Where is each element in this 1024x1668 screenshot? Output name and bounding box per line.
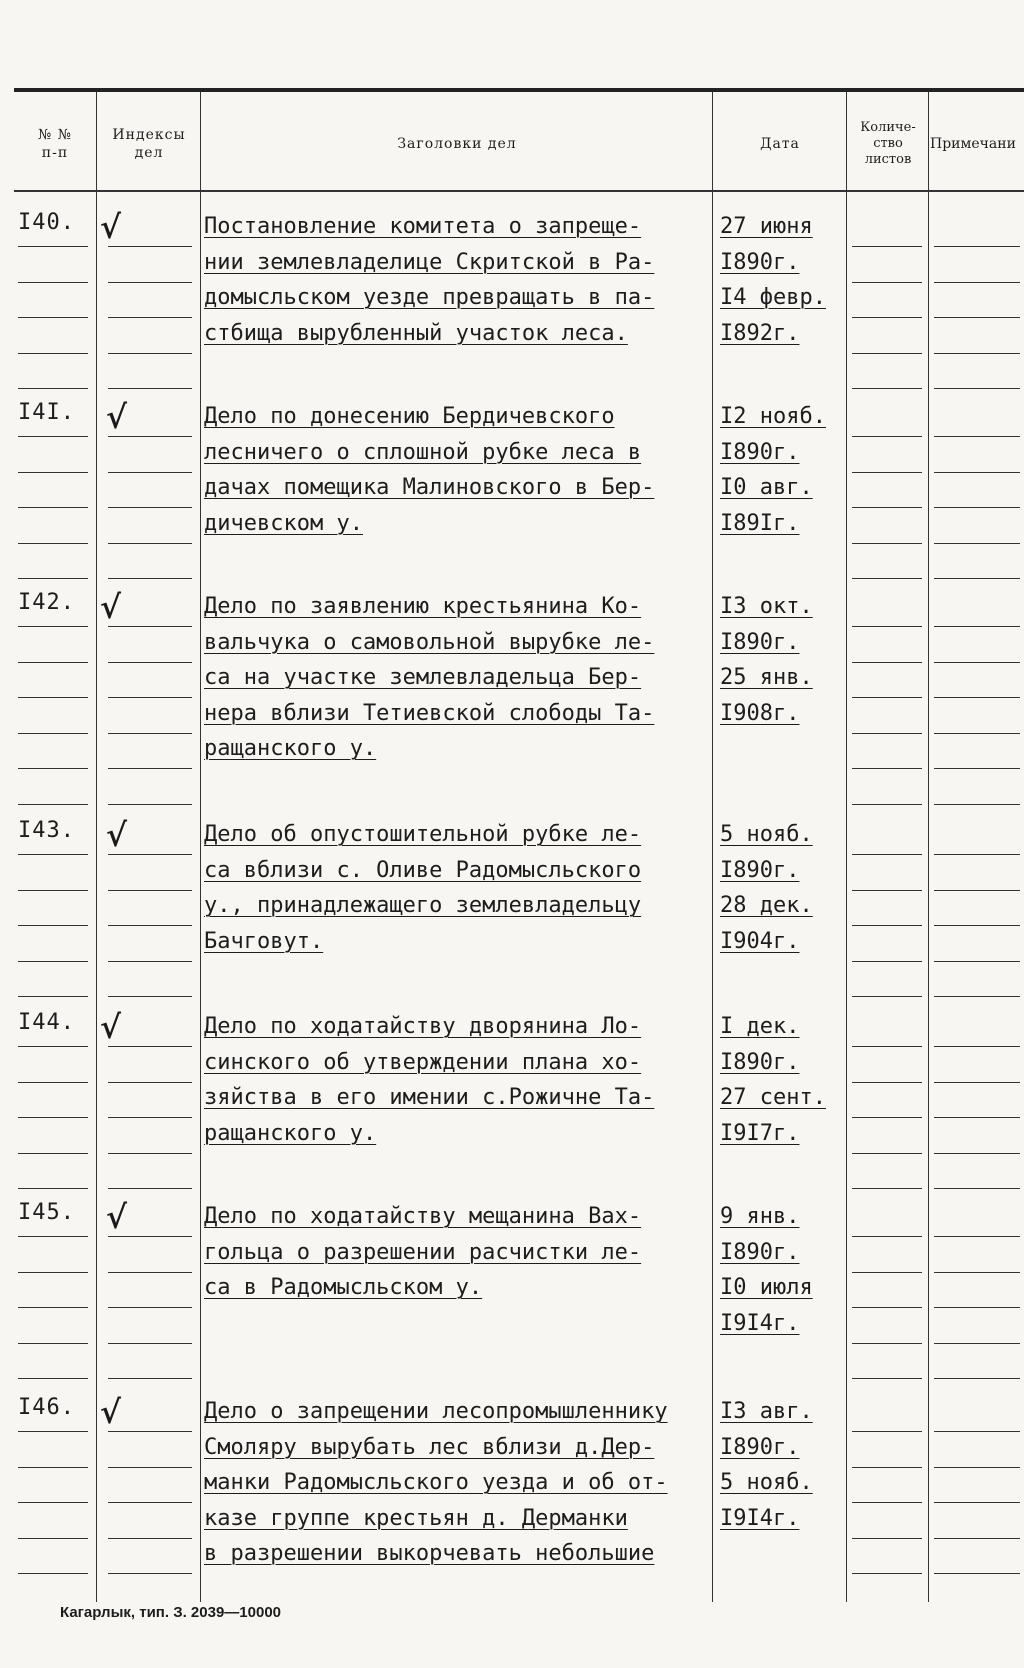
column-divider bbox=[712, 92, 713, 1602]
entry-date-line: I3 авг. bbox=[720, 1399, 813, 1424]
entry-title-line: нера вблизи Тетиевской слободы Та- bbox=[204, 700, 655, 726]
ruled-line bbox=[934, 1046, 1020, 1047]
ruled-line bbox=[18, 1117, 88, 1118]
ruled-line bbox=[852, 578, 922, 579]
ruled-line bbox=[18, 854, 88, 855]
column-divider bbox=[846, 92, 847, 1602]
ruled-line bbox=[934, 662, 1020, 663]
ruled-line bbox=[18, 1431, 88, 1432]
ruled-line bbox=[18, 768, 88, 769]
entry-date-line: 5 нояб. bbox=[720, 1470, 813, 1495]
ruled-line bbox=[852, 317, 922, 318]
ruled-line bbox=[18, 317, 88, 318]
ruled-line bbox=[108, 282, 192, 283]
ruled-line bbox=[108, 626, 192, 627]
entry-date-line: I908г. bbox=[720, 700, 800, 726]
ruled-line bbox=[852, 961, 922, 962]
ruled-line bbox=[852, 1082, 922, 1083]
entry-title-line: казе группе крестьян д. Дерманки bbox=[204, 1505, 628, 1531]
ruled-line bbox=[852, 662, 922, 663]
ruled-line bbox=[18, 697, 88, 698]
ruled-line bbox=[852, 1046, 922, 1047]
ruled-line bbox=[108, 925, 192, 926]
ruled-line bbox=[934, 1236, 1020, 1237]
ruled-line bbox=[108, 1307, 192, 1308]
entry-title-line: зяйства в его имении с.Рожичне Та- bbox=[204, 1085, 655, 1110]
entry-number: I44. bbox=[18, 1010, 75, 1035]
ruled-line bbox=[18, 804, 88, 805]
ruled-line bbox=[934, 890, 1020, 891]
entry-title-line: Дело по заявлению крестьянина Ко- bbox=[204, 594, 642, 619]
ruled-line bbox=[852, 436, 922, 437]
entry-title-line: Дело по донесению Бердичевского bbox=[204, 404, 615, 429]
entry-date-line: I0 авг. bbox=[720, 475, 813, 500]
entry-date-line: 9 янв. bbox=[720, 1204, 800, 1229]
entry-title-line: нии землевладелице Скритской в Ра- bbox=[204, 249, 655, 275]
entry-number: I42. bbox=[18, 590, 75, 615]
ruled-line bbox=[934, 1272, 1020, 1273]
ruled-line bbox=[18, 996, 88, 997]
ruled-line bbox=[18, 1188, 88, 1189]
ruled-line bbox=[934, 1343, 1020, 1344]
entry-title-line: гольца о разрешении расчистки ле- bbox=[204, 1239, 642, 1265]
entry-title-line: Дело о запрещении лесопромышленнику bbox=[204, 1399, 668, 1424]
entry-title-line: са на участке землевладельца Бер- bbox=[204, 665, 642, 690]
ruled-line bbox=[934, 388, 1020, 389]
entry-date-line: 27 июня bbox=[720, 214, 813, 239]
entry-date-line: 28 дек. bbox=[720, 893, 813, 918]
entry-title-line: Постановление комитета о запреще- bbox=[204, 214, 642, 239]
ruled-line bbox=[108, 854, 192, 855]
ruled-line bbox=[18, 1046, 88, 1047]
entry-title-line: вальчука о самовольной вырубке ле- bbox=[204, 629, 655, 655]
ruled-line bbox=[934, 626, 1020, 627]
ruled-line bbox=[18, 578, 88, 579]
entry-date-line: I890г. bbox=[720, 629, 800, 655]
ruled-line bbox=[108, 436, 192, 437]
ruled-line bbox=[852, 246, 922, 247]
ruled-line bbox=[18, 1378, 88, 1379]
ruled-line bbox=[108, 1046, 192, 1047]
ruled-line bbox=[108, 1236, 192, 1237]
ruled-line bbox=[852, 1467, 922, 1468]
entry-date-line: 27 сент. bbox=[720, 1085, 826, 1110]
entry-date-line: 5 нояб. bbox=[720, 822, 813, 847]
ruled-line bbox=[108, 353, 192, 354]
ruled-line bbox=[108, 733, 192, 734]
ruled-line bbox=[934, 1502, 1020, 1503]
ruled-line bbox=[852, 543, 922, 544]
ruled-line bbox=[852, 996, 922, 997]
ruled-line bbox=[108, 996, 192, 997]
ruled-line bbox=[934, 1467, 1020, 1468]
ruled-line bbox=[852, 626, 922, 627]
ruled-line bbox=[108, 1573, 192, 1574]
entry-date-line: I2 нояб. bbox=[720, 404, 826, 429]
entry-title-line: синского об утверждении плана хо- bbox=[204, 1049, 642, 1075]
check-mark-icon: √ bbox=[100, 1008, 122, 1046]
ruled-line bbox=[18, 1573, 88, 1574]
ruled-line bbox=[108, 662, 192, 663]
ruled-line bbox=[934, 1538, 1020, 1539]
ruled-line bbox=[18, 1236, 88, 1237]
ruled-line bbox=[852, 1502, 922, 1503]
header-sheets: Количе- ство листов bbox=[860, 120, 916, 167]
ruled-line bbox=[18, 925, 88, 926]
entry-date-line: I9I4г. bbox=[720, 1505, 800, 1531]
ruled-line bbox=[934, 246, 1020, 247]
ruled-line bbox=[108, 1343, 192, 1344]
ruled-line bbox=[108, 890, 192, 891]
ruled-line bbox=[934, 578, 1020, 579]
entry-number: I43. bbox=[18, 818, 75, 843]
ruled-line bbox=[18, 472, 88, 473]
entry-title-line: манки Радомысльского уезда и об от- bbox=[204, 1470, 668, 1495]
ruled-line bbox=[852, 1188, 922, 1189]
entry-date-line: I890г. bbox=[720, 1434, 800, 1460]
ruled-line bbox=[852, 697, 922, 698]
header-num: № № п-п bbox=[38, 127, 72, 161]
ruled-line bbox=[108, 246, 192, 247]
ruled-line bbox=[108, 1538, 192, 1539]
ruled-line bbox=[934, 961, 1020, 962]
entry-date-line: I890г. bbox=[720, 1049, 800, 1075]
entry-title-line: ращанского у. bbox=[204, 736, 377, 761]
ruled-line bbox=[852, 1538, 922, 1539]
ruled-line bbox=[852, 925, 922, 926]
ruled-line bbox=[934, 472, 1020, 473]
entry-date-line: I890г. bbox=[720, 249, 800, 275]
ruled-line bbox=[18, 246, 88, 247]
check-mark-icon: √ bbox=[100, 588, 122, 626]
ruled-line bbox=[934, 733, 1020, 734]
entry-title-line: Бачговут. bbox=[204, 928, 324, 954]
ruled-line bbox=[934, 1378, 1020, 1379]
entry-date-line: I3 окт. bbox=[720, 594, 813, 619]
ruled-line bbox=[934, 1573, 1020, 1574]
ruled-line bbox=[108, 1082, 192, 1083]
ruled-line bbox=[934, 436, 1020, 437]
ruled-line bbox=[108, 317, 192, 318]
ruled-line bbox=[18, 388, 88, 389]
entry-number: I45. bbox=[18, 1200, 75, 1225]
check-mark-icon: √ bbox=[106, 1198, 128, 1236]
entry-title-line: са вблизи с. Оливе Радомысльского bbox=[204, 857, 642, 883]
ruled-line bbox=[108, 1502, 192, 1503]
ruled-line bbox=[108, 543, 192, 544]
entry-date-line: I дек. bbox=[720, 1014, 800, 1039]
ruled-line bbox=[108, 388, 192, 389]
check-mark-icon: √ bbox=[100, 1393, 122, 1431]
ruled-line bbox=[934, 1153, 1020, 1154]
entry-title-line: дичевском у. bbox=[204, 510, 363, 536]
ruled-line bbox=[852, 854, 922, 855]
entry-title-line: Смоляру вырубать лес вблизи д.Дер- bbox=[204, 1434, 655, 1460]
ruled-line bbox=[852, 507, 922, 508]
entry-date-line: I9I4г. bbox=[720, 1310, 800, 1336]
ruled-line bbox=[18, 1538, 88, 1539]
ruled-line bbox=[934, 543, 1020, 544]
ruled-line bbox=[18, 626, 88, 627]
printer-imprint: Кагарлык, тип. З. 2039—10000 bbox=[60, 1604, 282, 1621]
entry-title-line: са в Радомысльском у. bbox=[204, 1275, 483, 1300]
ruled-line bbox=[852, 804, 922, 805]
ruled-line bbox=[934, 854, 1020, 855]
check-mark-icon: √ bbox=[100, 208, 122, 246]
ruled-line bbox=[852, 1117, 922, 1118]
ruled-line bbox=[18, 436, 88, 437]
ruled-line bbox=[18, 1467, 88, 1468]
ruled-line bbox=[108, 1467, 192, 1468]
entry-title-line: домысльском уезде превращать в па- bbox=[204, 285, 655, 310]
entry-date-line: I4 февр. bbox=[720, 285, 826, 310]
ruled-line bbox=[852, 353, 922, 354]
ruled-line bbox=[934, 1082, 1020, 1083]
entry-date-line: I890г. bbox=[720, 1239, 800, 1265]
ruled-line bbox=[934, 768, 1020, 769]
entry-date-line: I89Iг. bbox=[720, 510, 800, 536]
ruled-line bbox=[934, 353, 1020, 354]
ruled-line bbox=[108, 804, 192, 805]
ruled-line bbox=[934, 697, 1020, 698]
entry-date-line: I892г. bbox=[720, 320, 800, 346]
entry-date-line: I0 июля bbox=[720, 1275, 813, 1300]
column-divider bbox=[200, 92, 201, 1602]
ruled-line bbox=[18, 1307, 88, 1308]
check-mark-icon: √ bbox=[106, 816, 128, 854]
ruled-line bbox=[108, 1272, 192, 1273]
ruled-line bbox=[108, 697, 192, 698]
header-date: Дата bbox=[760, 136, 800, 152]
check-mark-icon: √ bbox=[106, 398, 128, 436]
ruled-line bbox=[18, 890, 88, 891]
entry-title-line: дачах помещика Малиновского в Бер- bbox=[204, 475, 655, 500]
ruled-line bbox=[108, 1378, 192, 1379]
ruled-line bbox=[18, 1272, 88, 1273]
ruled-line bbox=[852, 388, 922, 389]
ruled-line bbox=[934, 996, 1020, 997]
ruled-line bbox=[18, 507, 88, 508]
entry-date-line: I890г. bbox=[720, 439, 800, 465]
ruled-line bbox=[108, 472, 192, 473]
entry-date-line: I9I7г. bbox=[720, 1120, 800, 1146]
entry-title-line: Дело по ходатайству мещанина Вах- bbox=[204, 1204, 642, 1229]
ruled-line bbox=[852, 1573, 922, 1574]
ruled-line bbox=[852, 472, 922, 473]
ruled-line bbox=[852, 1343, 922, 1344]
ruled-line bbox=[934, 1188, 1020, 1189]
ruled-line bbox=[852, 1272, 922, 1273]
entry-title-line: Дело по ходатайству дворянина Ло- bbox=[204, 1014, 642, 1039]
ruled-line bbox=[852, 733, 922, 734]
entry-date-line: 25 янв. bbox=[720, 665, 813, 690]
ruled-line bbox=[108, 578, 192, 579]
entry-number: I40. bbox=[18, 210, 75, 235]
ruled-line bbox=[934, 1431, 1020, 1432]
ruled-line bbox=[18, 543, 88, 544]
entry-title-line: стбища вырубленный участок леса. bbox=[204, 320, 628, 346]
entry-title-line: ращанского у. bbox=[204, 1120, 377, 1146]
entry-date-line: I904г. bbox=[720, 928, 800, 954]
entry-title-line: у., принадлежащего землевладельцу bbox=[204, 893, 642, 918]
ruled-line bbox=[18, 733, 88, 734]
ruled-line bbox=[18, 1153, 88, 1154]
entry-number: I46. bbox=[18, 1395, 75, 1420]
ruled-line bbox=[108, 1188, 192, 1189]
ruled-line bbox=[852, 1153, 922, 1154]
header-index: Индексы дел bbox=[112, 127, 186, 161]
ruled-line bbox=[18, 1082, 88, 1083]
ruled-line bbox=[108, 1431, 192, 1432]
ruled-line bbox=[934, 282, 1020, 283]
header-title: Заголовки дел bbox=[397, 136, 517, 152]
ruled-line bbox=[18, 662, 88, 663]
ruled-line bbox=[934, 804, 1020, 805]
column-divider bbox=[96, 92, 97, 1602]
column-divider bbox=[928, 92, 929, 1602]
ruled-line bbox=[108, 961, 192, 962]
ruled-line bbox=[18, 961, 88, 962]
ruled-line bbox=[18, 353, 88, 354]
ruled-line bbox=[18, 1343, 88, 1344]
ruled-line bbox=[934, 1307, 1020, 1308]
ruled-line bbox=[852, 890, 922, 891]
ruled-line bbox=[852, 282, 922, 283]
ruled-line bbox=[108, 768, 192, 769]
entry-title-line: лесничего о сплошной рубке леса в bbox=[204, 439, 642, 465]
ruled-line bbox=[934, 317, 1020, 318]
ruled-line bbox=[108, 1117, 192, 1118]
ruled-line bbox=[934, 925, 1020, 926]
header-notes: Примечани bbox=[930, 136, 1016, 152]
ruled-line bbox=[852, 1307, 922, 1308]
entry-number: I4I. bbox=[18, 400, 75, 425]
ruled-line bbox=[852, 768, 922, 769]
ruled-line bbox=[852, 1378, 922, 1379]
entry-title-line: в разрешении выкорчевать небольшие bbox=[204, 1541, 655, 1566]
entry-title-line: Дело об опустошительной рубке ле- bbox=[204, 822, 642, 847]
ruled-line bbox=[934, 1117, 1020, 1118]
ruled-line bbox=[934, 507, 1020, 508]
ruled-line bbox=[18, 1502, 88, 1503]
ruled-line bbox=[18, 282, 88, 283]
ruled-line bbox=[852, 1431, 922, 1432]
ruled-line bbox=[852, 1236, 922, 1237]
ruled-line bbox=[108, 507, 192, 508]
ruled-line bbox=[108, 1153, 192, 1154]
entry-date-line: I890г. bbox=[720, 857, 800, 883]
